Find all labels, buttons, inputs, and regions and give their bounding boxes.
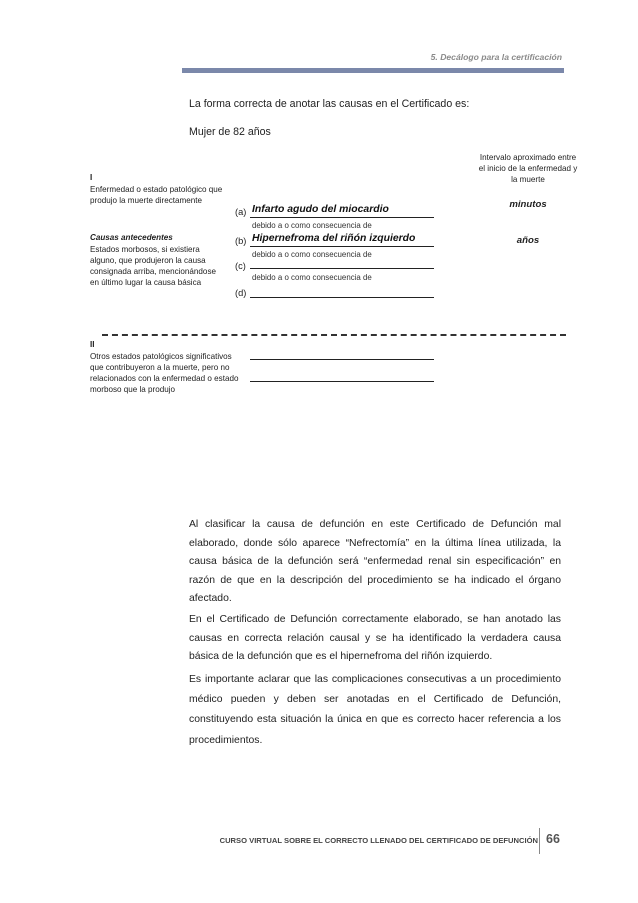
cause-letter-b: (b)	[235, 236, 247, 246]
cause-a-sub: debido a o como consecuencia de	[252, 221, 372, 230]
page-number: 66	[546, 832, 560, 846]
cause-b-sub: debido a o como consecuencia de	[252, 250, 372, 259]
antecedent-text: Estados morbosos, si existiera alguno, que produjeron la causa consignada arriba, mencionándose en último lugar la causa básica	[90, 245, 216, 287]
footer-course-title: CURSO VIRTUAL SOBRE EL CORRECTO LLENADO DEL CERTIFICADO DE DEFUNCIÓN	[219, 836, 538, 845]
paragraph-1: Al clasificar la causa de defunción en este Certificado de Defunción mal elaborado, donde sólo aparece “Nefrectomía” en la última línea utilizada, la causa básica de la defunción será “enfermedad renal sin especificación” en razón de que en la descripción del procedimiento se ha indicado el órgano afectado.	[189, 519, 561, 605]
cause-letter-c: (c)	[235, 261, 246, 271]
antecedent-title: Causas antecedentes	[90, 233, 173, 242]
cause-d-line	[250, 297, 434, 298]
part-separator	[102, 334, 566, 336]
footer-divider	[539, 828, 540, 854]
cause-c-sub: debido a o como consecuencia de	[252, 273, 372, 282]
running-head: 5. Decálogo para la certificación	[430, 52, 562, 62]
part-one-roman: I	[90, 173, 93, 182]
part-two-line-2	[250, 381, 434, 382]
cause-letter-a: (a)	[235, 207, 247, 217]
header-rule	[182, 68, 564, 73]
interval-a: minutos	[509, 199, 547, 210]
paragraph-2: En el Certificado de Defunción correctamente elaborado, se han anotado las causas en correcta relación causal y se ha identificado la verdadera causa básica de la defunción que es el hipernefroma del riñón izquierdo.	[189, 614, 561, 663]
case-description: Mujer de 82 años	[189, 126, 271, 138]
part-two-line-1	[250, 359, 434, 360]
cause-b-line	[250, 246, 434, 247]
cause-b-text: Hipernefroma del riñón izquierdo	[252, 233, 416, 244]
intro-line: La forma correcta de anotar las causas en el Certificado es:	[189, 98, 470, 110]
direct-cause-label: Enfermedad o estado patológico que produjo la muerte directamente	[90, 185, 223, 205]
cause-a-line	[250, 217, 434, 218]
cause-c-line	[250, 268, 434, 269]
interval-b: años	[516, 235, 540, 246]
interval-header: Intervalo aproximado entre el inicio de la enfermedad y la muerte	[478, 153, 578, 184]
part-two-text: Otros estados patológicos significativos que contribuyeron a la muerte, pero no relacionados con la enfermedad o estado morboso que la produjo	[90, 352, 239, 394]
part-two-roman: II	[90, 340, 95, 349]
cause-letter-d: (d)	[235, 288, 247, 298]
paragraph-3: Es importante aclarar que las complicaciones consecutivas a un procedimiento médico pueden y deben ser anotadas en el Certificado de Defunción, constituyendo esta situación la única en que es correcto hacer referencia a los procedimientos.	[189, 674, 561, 746]
cause-a-text: Infarto agudo del miocardio	[252, 204, 389, 215]
